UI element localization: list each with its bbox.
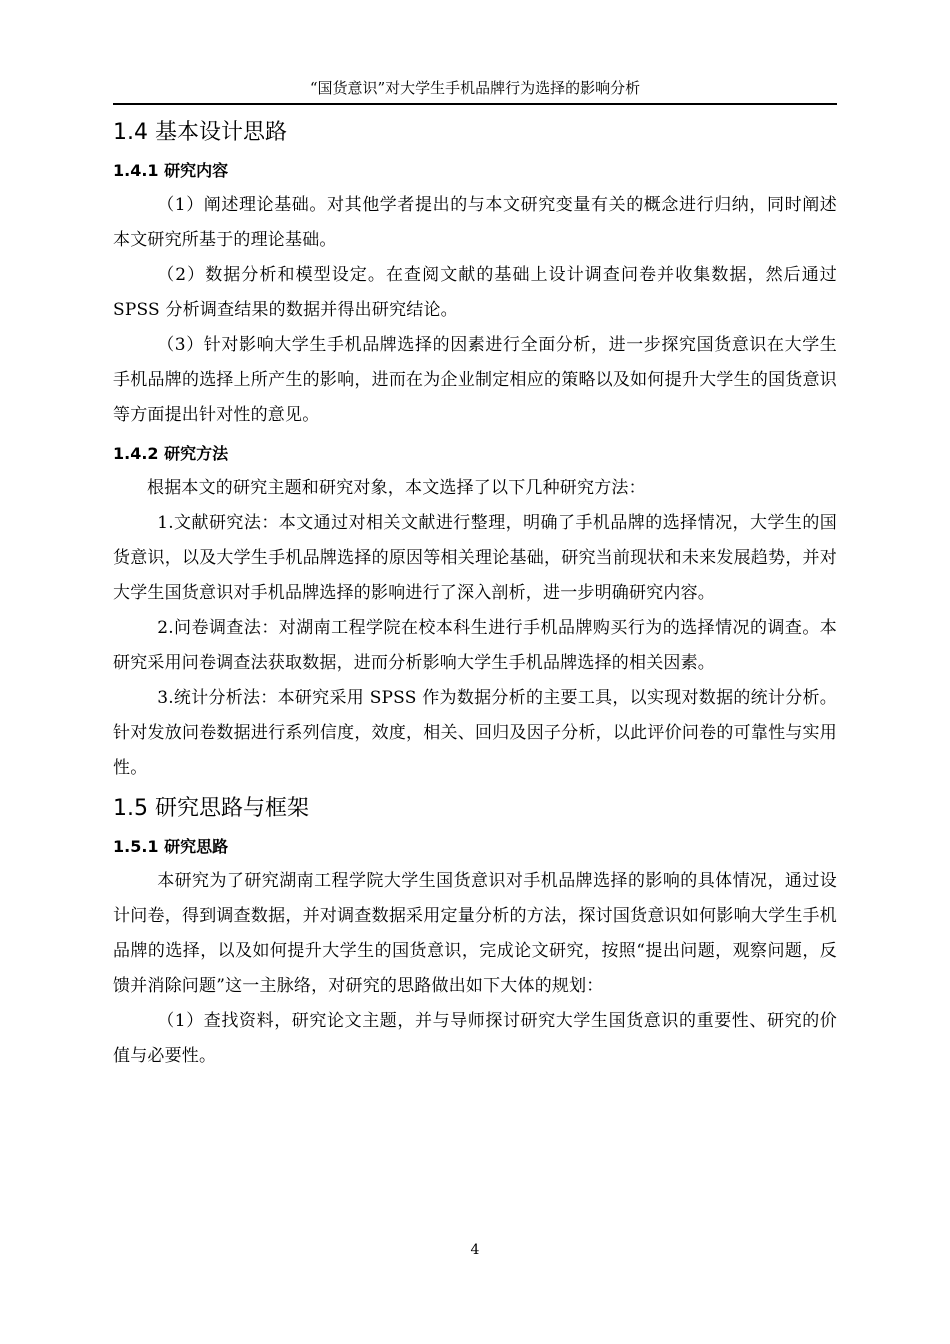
research-content-item-1: （1）阐述理论基础。对其他学者提出的与本文研究变量有关的概念进行归纳，同时阐述本文研究所基于的理论基础。: [113, 195, 837, 250]
section-1-4-heading: 1.4 基本设计思路: [113, 120, 287, 145]
page-number: 4: [470, 1242, 480, 1258]
section-1-5-heading: 1.5 研究思路与框架: [113, 796, 309, 821]
research-content-item-3: （3）针对影响大学生手机品牌选择的因素进行全面分析，进一步探究国货意识在大学生手机品牌的选择上所产生的影响，进而在为企业制定相应的策略以及如何提升大学生的国货意识等方面提出针对性的意见。: [113, 335, 837, 425]
method-statistics: 3.统计分析法：本研究采用 SPSS 作为数据分析的主要工具，以实现对数据的统计分析。针对发放问卷数据进行系列信度，效度，相关、回归及因子分析，以此评价问卷的可靠性与实用性。: [113, 688, 837, 778]
header-rule: [113, 103, 837, 105]
section-1-5-1-heading: 1.5.1 研究思路: [113, 837, 229, 856]
section-1-4-2-heading: 1.4.2 研究方法: [113, 444, 229, 463]
running-header: “国货意识”对大学生手机品牌行为选择的影响分析: [309, 79, 641, 97]
research-content-item-2: （2）数据分析和模型设定。在查阅文献的基础上设计调查问卷并收集数据，然后通过 SPSS 分析调查结果的数据并得出研究结论。: [113, 265, 837, 320]
method-questionnaire: 2.问卷调查法：对湖南工程学院在校本科生进行手机品牌购买行为的选择情况的调查。本研究采用问卷调查法获取数据，进而分析影响大学生手机品牌选择的相关因素。: [113, 618, 837, 673]
research-approach-step-1: （1）查找资料，研究论文主题，并与导师探讨研究大学生国货意识的重要性、研究的价值与必要性。: [113, 1011, 837, 1066]
method-literature: 1.文献研究法：本文通过对相关文献进行整理，明确了手机品牌的选择情况，大学生的国货意识，以及大学生手机品牌选择的原因等相关理论基础，研究当前现状和未来发展趋势，并对大学生国货意识对手机品牌选择的影响进行了深入剖析，进一步明确研究内容。: [113, 513, 837, 603]
research-approach-paragraph: 本研究为了研究湖南工程学院大学生国货意识对手机品牌选择的影响的具体情况，通过设计问卷，得到调查数据，并对调查数据采用定量分析的方法，探讨国货意识如何影响大学生手机品牌的选择，以及如何提升大学生的国货意识，完成论文研究，按照“提出问题，观察问题，反馈并消除问题”这一主脉络，对研究的思路做出如下大体的规划：: [113, 871, 837, 996]
section-1-4-1-heading: 1.4.1 研究内容: [113, 161, 229, 180]
body-text: [113, 110, 837, 1074]
research-methods-intro: 根据本文的研究主题和研究对象，本文选择了以下几种研究方法：: [147, 478, 646, 498]
